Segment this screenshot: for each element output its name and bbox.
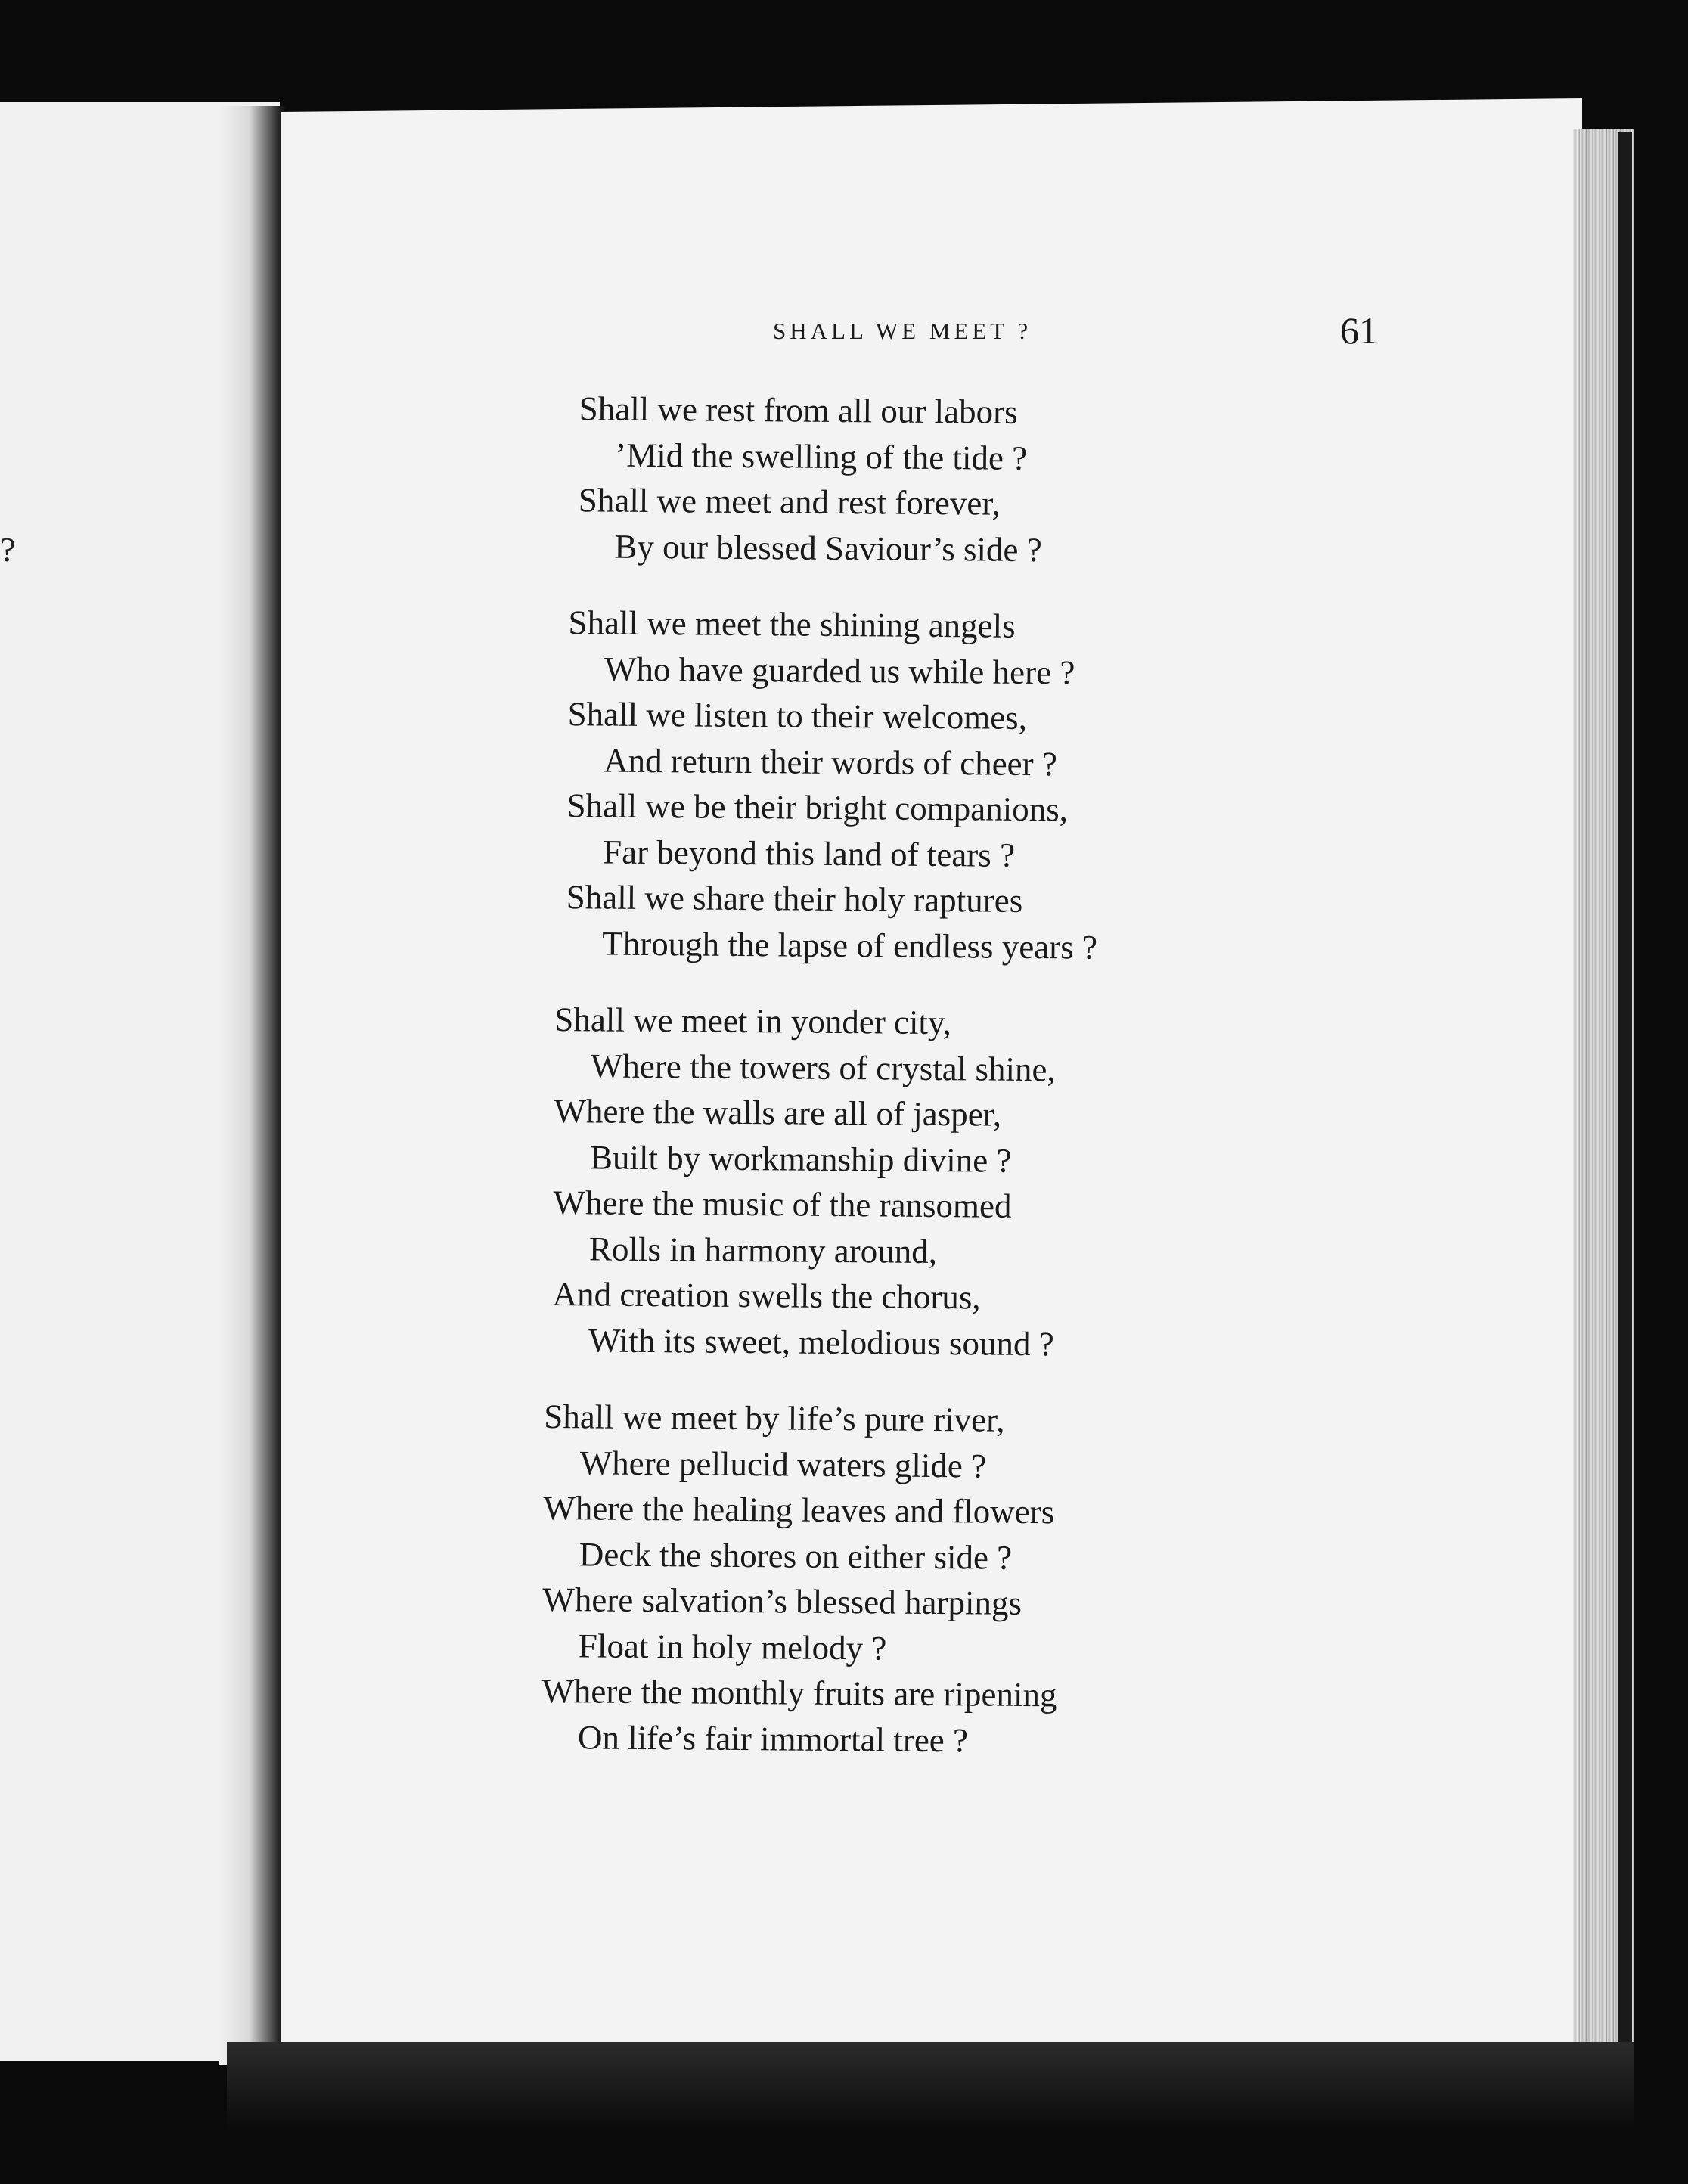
poem-line: ’Mid the swelling of the tide ?: [615, 436, 1028, 477]
poem-line: Shall we meet the shining angels: [568, 603, 1016, 645]
running-title: SHALL WE MEET ?: [773, 318, 1032, 344]
poem-line: Shall we listen to their welcomes,: [567, 695, 1028, 737]
page-edges-shadow: [1618, 132, 1632, 2061]
poem-line: With its sweet, melodious sound ?: [588, 1320, 1054, 1363]
stanza: [541, 1394, 1271, 1766]
stanza: [578, 386, 1278, 574]
poem-line: Where the music of the ransomed: [553, 1184, 1012, 1225]
left-page-margin-mark: ?: [0, 530, 16, 569]
poem-line: Where salvation’s blessed harpings: [542, 1580, 1022, 1622]
poem-line: Where pellucid waters glide ?: [579, 1443, 987, 1485]
poem-line: Rolls in harmony around,: [588, 1229, 938, 1270]
poem-line: Where the monthly fruits are ripening: [541, 1671, 1057, 1714]
poem-line: Shall we be their bright companions,: [566, 786, 1069, 829]
poem-line: Shall we rest from all our labors: [579, 389, 1018, 431]
poem-line: Who have guarded us while here ?: [604, 650, 1075, 691]
poem-line: Shall we share their holy raptures: [566, 878, 1023, 920]
poem-line: Shall we meet by life’s pure river,: [544, 1397, 1005, 1439]
bottom-shadow: [227, 2042, 1634, 2133]
page-number: 61: [1340, 309, 1378, 352]
poem-line: Shall we meet in yonder city,: [554, 1000, 952, 1042]
poem-line: Built by workmanship divine ?: [589, 1137, 1012, 1180]
poem-line: Float in holy melody ?: [578, 1626, 887, 1667]
poem-line: Where the walls are all of jasper,: [554, 1092, 1002, 1134]
poem-line: And return their words of cheer ?: [603, 741, 1058, 783]
poem-body: [541, 386, 1278, 1796]
book-gutter: [219, 106, 286, 2065]
stanza: [566, 600, 1277, 971]
poem-line: Through the lapse of endless years ?: [602, 924, 1098, 966]
stanza: [552, 997, 1274, 1368]
poem-line: On life’s fair immortal tree ?: [577, 1717, 969, 1759]
poem-line: Far beyond this land of tears ?: [602, 833, 1016, 874]
poem-line: Deck the shores on either side ?: [579, 1534, 1013, 1577]
poem-line: Where the towers of crystal shine,: [590, 1046, 1056, 1088]
poem-line: By our blessed Saviour’s side ?: [614, 527, 1042, 569]
poem-line: And creation swells the chorus,: [552, 1275, 981, 1317]
poem-line: Shall we meet and rest forever,: [578, 481, 1001, 523]
poem-line: Where the healing leaves and flowers: [543, 1488, 1055, 1531]
